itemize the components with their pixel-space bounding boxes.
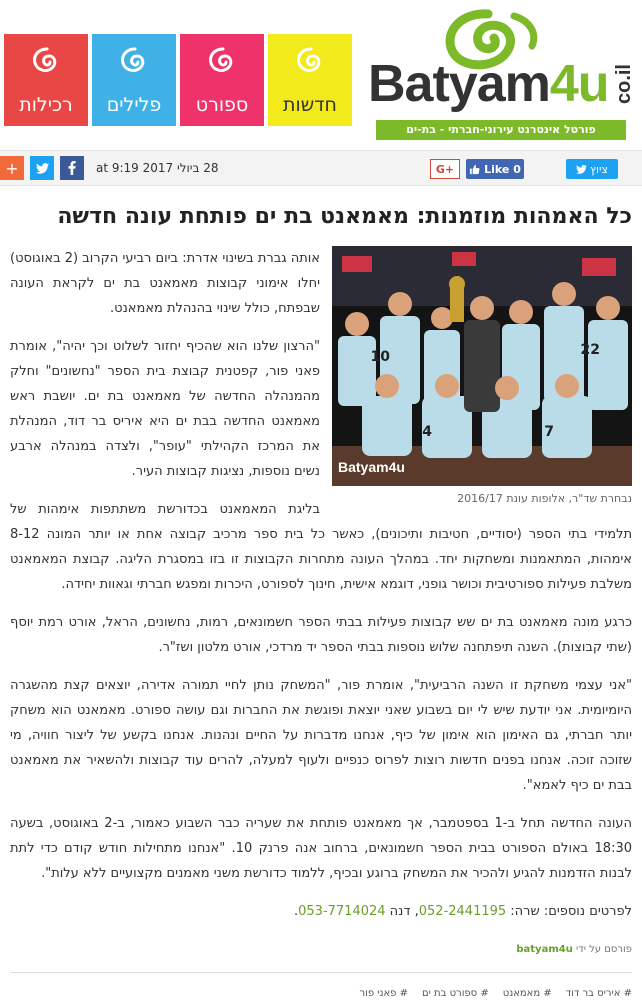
swirl-icon xyxy=(118,46,152,80)
site-header xyxy=(0,0,642,142)
nav-tile-crime[interactable] xyxy=(92,34,176,126)
article-paragraph: העונה החדשה תחל ב-1 בספטמבר, אך מאמאנט פותחת את שעריה כבר השבוע כאמור, ב-2 באוגוסט, בשעה 18:30 באולם הספורט בבית הספר חשמונאים, ברחוב אנה פרנק 10. "אנחנו מתחילות חודש קודם כדי לתת לבנות הזדמנות להגיע ולהכיר את המשחק ברוגע ובכיף, ללמוד כדורשת משני מאמנים מקצועיים ללא עלות". xyxy=(10,816,632,881)
share-facebook-button[interactable] xyxy=(60,156,84,180)
nav-tile-label: חדשות xyxy=(283,94,337,116)
share-bar xyxy=(0,150,642,186)
contact-line xyxy=(10,899,632,924)
article-body xyxy=(10,246,632,932)
site-logo[interactable] xyxy=(368,6,636,138)
nav-tile-sport[interactable] xyxy=(180,34,264,126)
twitter-icon xyxy=(576,165,587,174)
article-paragraph: "אני עצמי משחקת זו השנה הרביעית", אומרת פור, "המשחק נותן לחיי תמורה אדירה, יוצאים קצת מהשגרה היומיומית. אני יודעת שיש לי יום בשבוע שאני יוצאת ופוגשת את החברות וגם עושה ספורט. מאמאנט הוא משחק יותר חברתי, גם האימון הוא אימון של כיף, אנחנו מדברות על החיים ונהנות. אנחנו בקשע של ליצור חוויה, מי שזוכה זוכה. אנחנו בפנים חדשות רוצות לפרוס כנפיים ולעוף למעלה, להרים עוד קבוצות ולהשאיר את מאמאנט בבת ים כיף לאמא". xyxy=(10,678,632,793)
logo-wordmark xyxy=(368,54,609,114)
facebook-icon xyxy=(68,161,76,175)
svg-text:10: 10 xyxy=(370,349,390,365)
post-date: 28 ביולי 2017 at 9:19 xyxy=(96,161,219,175)
nav-tile-news[interactable] xyxy=(268,34,352,126)
like-label: Like 0 xyxy=(484,162,521,176)
swirl-icon xyxy=(206,46,240,80)
tag-link[interactable]: # ספורט בת ים xyxy=(421,988,489,999)
posted-by-label: פורסם על ידי xyxy=(576,944,632,955)
photo-caption: נבחרת שד"ר, אלופות עונת 2016/17 xyxy=(457,492,632,505)
contact-end: . xyxy=(294,904,299,919)
article-paragraph: בליגת המאמאנט בכדורשת משתתפות אימהות של תלמידי בתי הספר (יסודיים, חטיבות ותיכונים), כאשר כל בית ספר מרכיב קבוצה אחת או יותר המונה 8-12 אימהות, המתאמנות ומשחקות יחד. במהלך העונה מתחרות הקבוצות זו בזו במסגרת הליגה. קבוצת המאמאנט משלבת פעילות ספורטיבית וכושר גופני, דוגמא אישית, חינוך לספורט, היכרות ומפגש חברתי וגאוות יחידה. xyxy=(10,502,632,592)
tweet-label: ציוץ xyxy=(590,162,608,176)
article-paragraph: אותה גברת בשינוי אדרת: ביום רביעי הקרוב (2 באוגוסט) יחלו אימוני קבוצות מאמאנט בת ים לקראת העונה שבפתח, כולל שינוי בהנהלת מאמאנט. xyxy=(10,251,320,316)
phone-link[interactable]: 053-7714024 xyxy=(298,904,386,919)
nav-tile-label: ספורט xyxy=(195,94,249,116)
nav-tile-label: פלילים xyxy=(106,94,162,116)
category-nav xyxy=(4,34,352,126)
article-paragraph: כרגע מונה מאמאנט בת ים שש קבוצות פעילות בבתי הספר חשמונאים, רמות, נחשונים, הראל, אורט רמת יוסף (שתי קבוצות). השנה תיפתחנה שלוש נוספות בבתי הספר יד מרדכי, אורט מלטון ושז"ר. xyxy=(10,615,632,655)
divider xyxy=(10,972,632,973)
svg-text:4: 4 xyxy=(422,424,432,440)
nav-tile-label: רכילות xyxy=(19,94,73,116)
share-twitter-button[interactable] xyxy=(30,156,54,180)
svg-text:7: 7 xyxy=(544,424,554,440)
facebook-like-button[interactable] xyxy=(466,159,524,179)
logo-name-accent: 4u xyxy=(549,55,609,113)
tag-link[interactable]: # איריס בר דוד xyxy=(565,988,632,999)
article-paragraph: "הרצון שלנו הוא שהכיף יחזור לשלוט וכך יהיה", אומרת פאני פור, קפטנית קבוצת בית הספר "נחשונים" וחלק מהמנהלה החדשה של מאמאנט בת ים. יושבת ראש מאמאנט החדשה בבת ים היא איריס בר דוד, המנהלת את המרכז הקהילתי "עופר", ולצדה במנהלה ארבע נשים נוספות, נציגות קבוצות העיר. xyxy=(10,339,320,479)
logo-tagline: פורטל אינטרנט עירוני-חברתי - בת-ים xyxy=(376,120,626,140)
team-photo-illustration xyxy=(332,246,632,486)
tag-link[interactable]: # פאני פור xyxy=(359,988,408,999)
swirl-icon xyxy=(30,46,64,80)
contact-mid: , דנה xyxy=(385,904,419,919)
swirl-icon xyxy=(294,46,328,80)
thumbs-up-icon xyxy=(469,164,480,175)
photo-watermark: Batyam4u xyxy=(338,459,405,475)
tag-list xyxy=(10,988,632,999)
google-plus-button[interactable]: G+ xyxy=(430,159,460,179)
nav-tile-gossip[interactable] xyxy=(4,34,88,126)
article-photo xyxy=(332,246,632,508)
svg-text:22: 22 xyxy=(580,342,600,358)
logo-suffix: co.il xyxy=(613,64,635,105)
logo-name: Batyam xyxy=(368,55,550,113)
phone-link[interactable]: 052-2441195 xyxy=(418,904,507,919)
author-link[interactable]: batyam4u xyxy=(516,944,573,955)
posted-by xyxy=(10,944,632,955)
share-more-button[interactable]: + xyxy=(0,156,24,180)
team-photo xyxy=(332,246,632,486)
twitter-icon xyxy=(36,163,49,174)
tag-link[interactable]: # מאמאנט xyxy=(502,988,552,999)
contact-prefix: לפרטים נוספים: שרה: xyxy=(506,904,632,919)
article-title: כל האמהות מוזמנות: מאמאנט בת ים פותחת עונה חדשה xyxy=(57,204,632,229)
tweet-button[interactable] xyxy=(566,159,618,179)
